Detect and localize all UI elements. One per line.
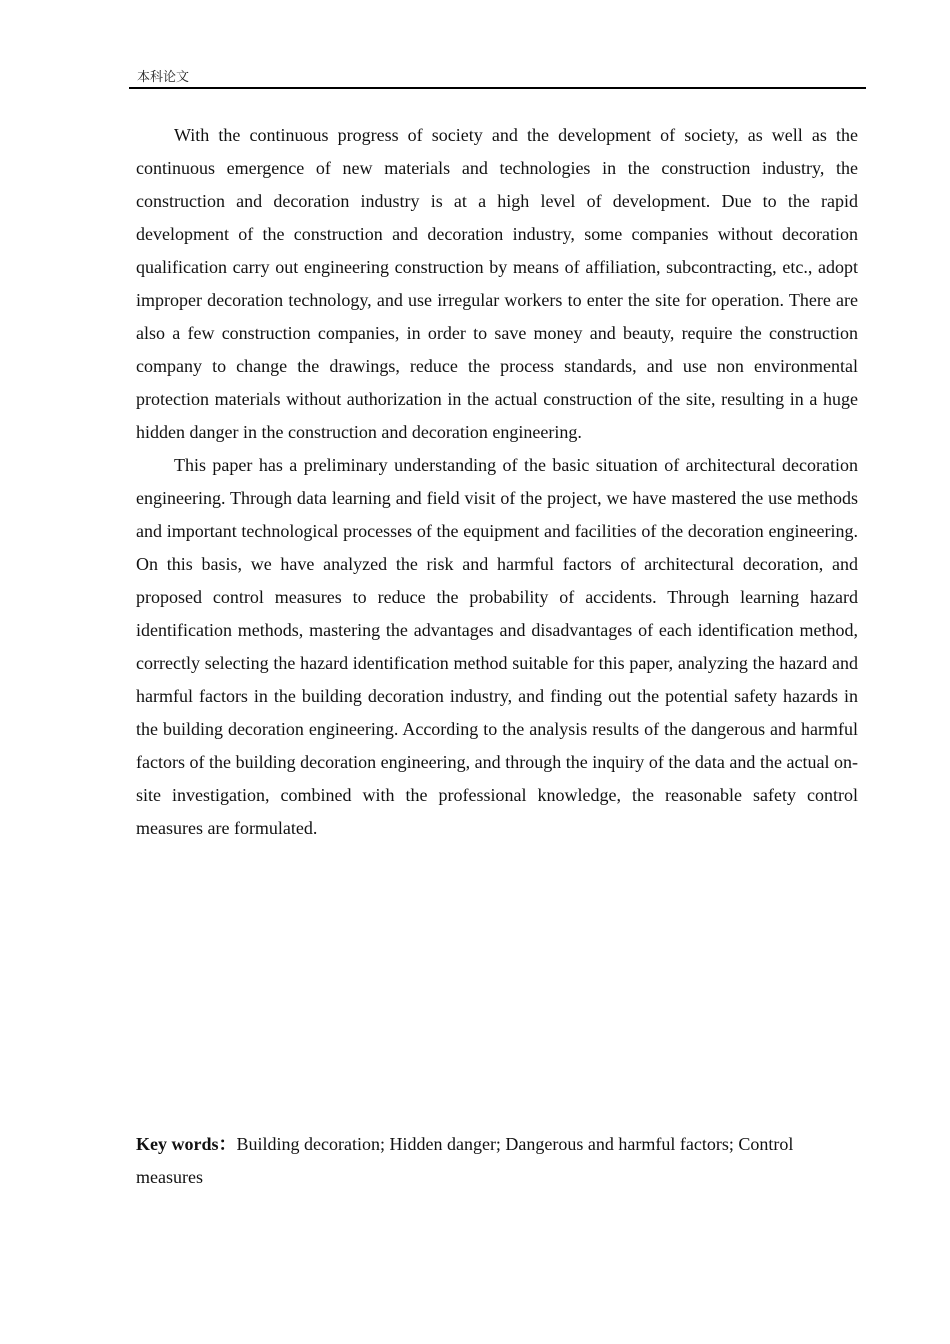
page-header: [129, 68, 866, 89]
keywords-label: Key words：: [136, 1134, 237, 1154]
keywords-line: [136, 1128, 858, 1194]
header-title: 本科论文: [137, 70, 190, 85]
abstract-body: [136, 119, 858, 845]
abstract-paragraph-1: With the continuous progress of society and the development of society, as well as the continuous emergence of new materials and technologies in the construction industry, the construction and decoration industry is at a high level of development. Due to the rapid development of the construction and decoration industry, some companies without decoration qualification carry out engineering construction by means of affiliation, subcontracting, etc., adopt improper decoration technology, and use irregular workers to enter the site for operation. There are also a few construction companies, in order to save money and beauty, require the construction company to change the drawings, reduce the process standards, and use non environmental protection materials without authorization in the actual construction of the site, resulting in a huge hidden danger in the construction and decoration engineering.: [136, 125, 858, 442]
abstract-paragraph-2: This paper has a preliminary understanding of the basic situation of architectural decoration engineering. Through data learning and field visit of the project, we have mastered the use methods and important technological processes of the equipment and facilities of the decoration engineering. On this basis, we have analyzed the risk and harmful factors of architectural decoration, and proposed control measures to reduce the probability of accidents. Through learning hazard identification methods, mastering the advantages and disadvantages of each identification method, correctly selecting the hazard identification method suitable for this paper, analyzing the hazard and harmful factors in the building decoration industry, and finding out the potential safety hazards in the building decoration engineering. According to the analysis results of the dangerous and harmful factors of the building decoration engineering, and through the inquiry of the data and the actual on-site investigation, combined with the professional knowledge, the reasonable safety control measures are formulated.: [136, 455, 858, 838]
keywords-text: Building decoration; Hidden danger; Dangerous and harmful factors; Control measures: [136, 1134, 794, 1187]
